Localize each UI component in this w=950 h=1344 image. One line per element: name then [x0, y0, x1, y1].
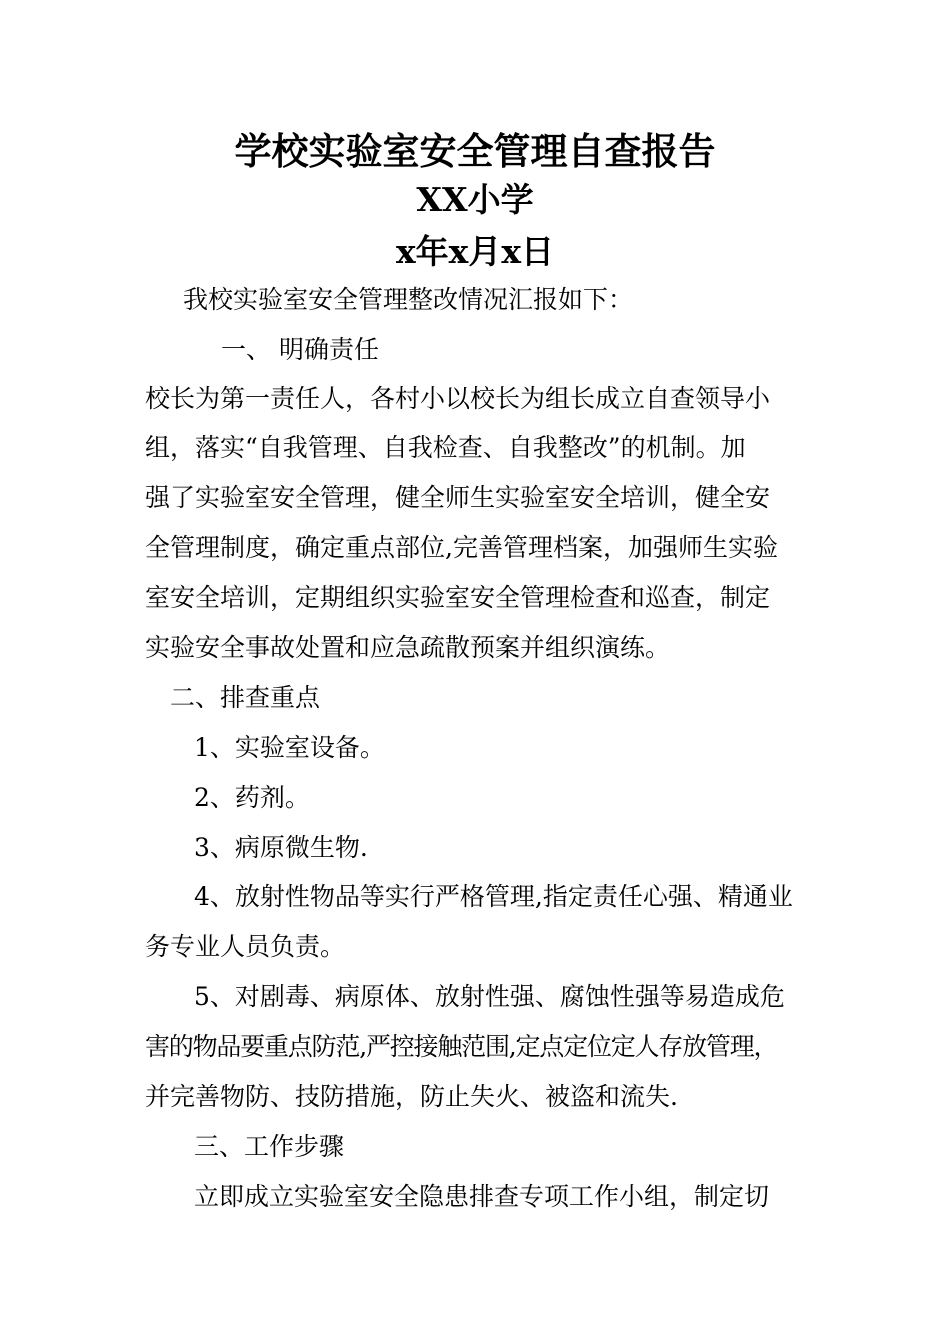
list-item: 2、药剂。	[194, 783, 310, 812]
intro-paragraph: 我校实验室安全管理整改情况汇报如下：	[183, 285, 634, 314]
paragraph-line: 立即成立实验室安全隐患排查专项工作小组，制定切	[194, 1182, 770, 1211]
section-heading-steps: 三、工作步骤	[194, 1132, 345, 1161]
paragraph-line: 全管理制度，确定重点部位,完善管理档案，加强师生实验	[145, 533, 778, 562]
list-item: 5、对剧毒、病原体、放射性强、腐蚀性强等易造成危	[194, 982, 785, 1011]
list-item-continuation: 并完善物防、技防措施，防止失火、被盗和流失.	[145, 1082, 678, 1111]
paragraph-line: 实验安全事故处置和应急疏散预案并组织演练。	[145, 633, 671, 662]
list-item: 3、病原微生物.	[194, 833, 368, 862]
list-item: 1、实验室设备。	[194, 733, 385, 762]
paragraph-line: 强了实验室安全管理，健全师生实验室安全培训，健全安	[145, 483, 771, 512]
school-name: XX小学	[416, 180, 534, 219]
list-item: 4、放射性物品等实行严格管理,指定责任心强、精通业	[194, 882, 793, 911]
list-item-continuation: 害的物品要重点防范,严控接触范围,定点定位定人存放管理，	[145, 1032, 778, 1061]
document-title: 学校实验室安全管理自查报告	[234, 129, 716, 173]
section-heading-key-points: 二、排查重点	[170, 683, 321, 712]
list-item-continuation: 务专业人员负责。	[145, 932, 346, 961]
paragraph-line: 室安全培训，定期组织实验室安全管理检查和巡查，制定	[145, 583, 771, 612]
paragraph-line: 校长为第一责任人，各村小以校长为组长成立自查领导小	[145, 384, 771, 413]
report-date: x年x月x日	[395, 232, 555, 271]
paragraph-line: 组，落实“自我管理、自我检查、自我整改”的机制。加	[145, 433, 746, 462]
section-heading-responsibility: 一、 明确责任	[221, 335, 379, 364]
